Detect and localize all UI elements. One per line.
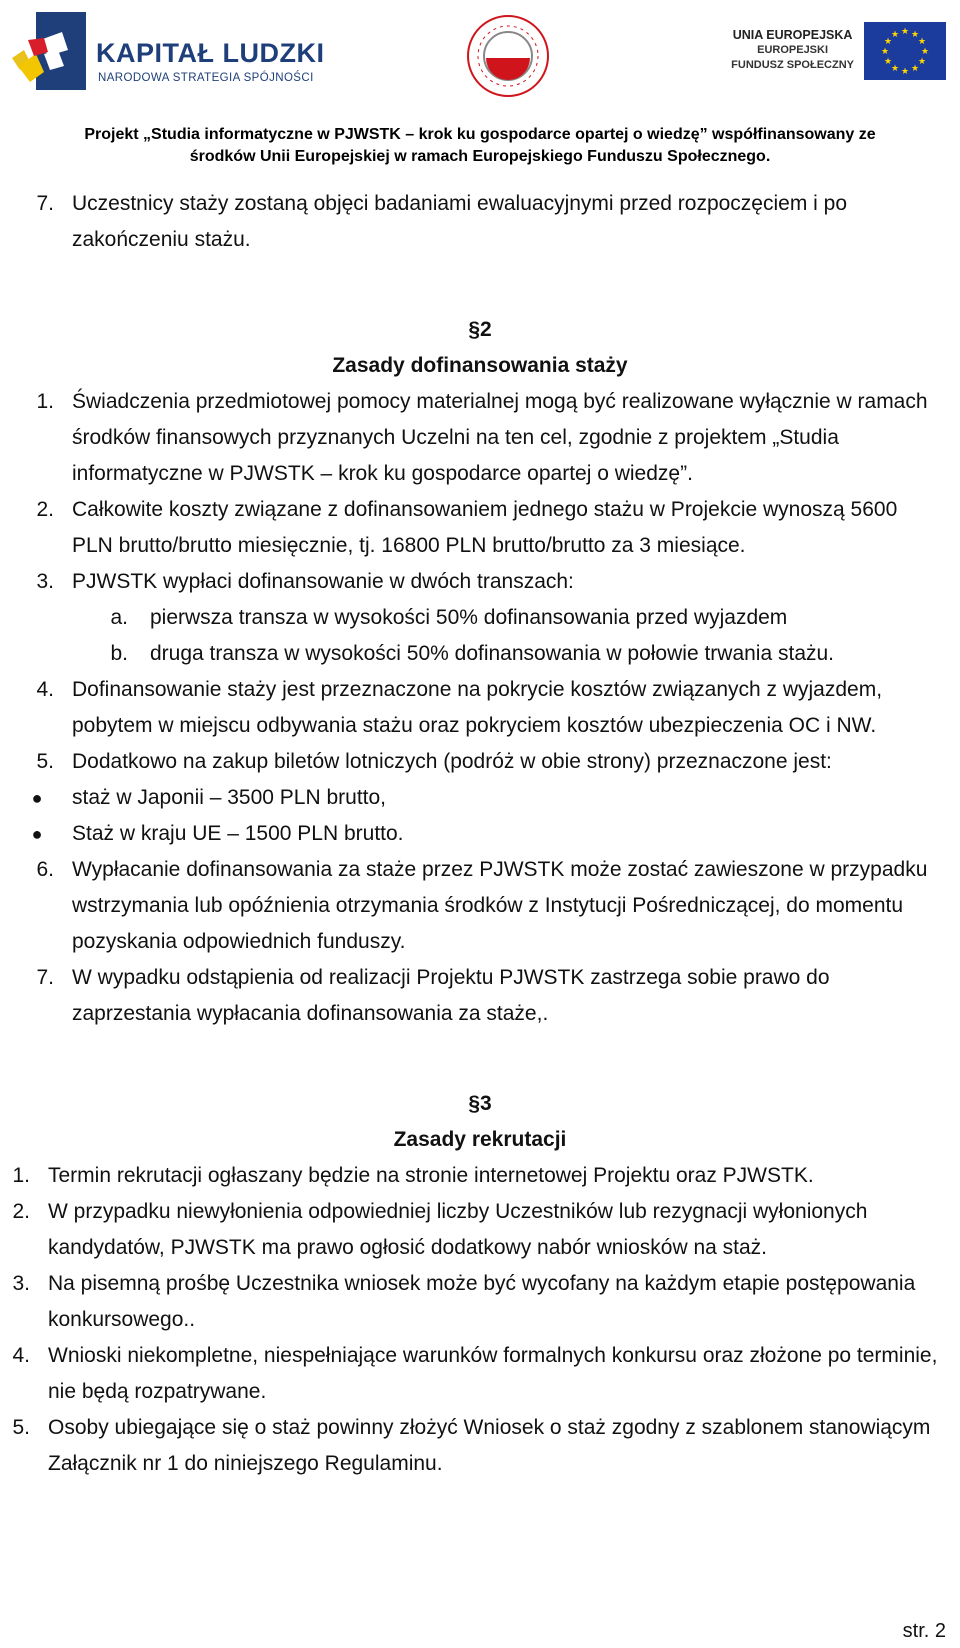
list-number: 3. (36, 570, 54, 593)
bullet-item (0, 780, 960, 816)
svg-text:★: ★ (910, 30, 920, 40)
bullet-dot-icon: ● (31, 824, 43, 844)
eu-line-2: EUROPEJSKI (757, 44, 829, 56)
list-item (0, 1194, 960, 1266)
section-3-title: Zasady rekrutacji (393, 1128, 567, 1151)
list-text: PJWSTK wypłaci dofinansowanie w dwóch transzach: (72, 570, 574, 593)
kapital-ludzki-title: KAPITAŁ LUDZKI (96, 38, 325, 68)
section-3-sign: §3 (468, 1092, 492, 1115)
list-item (0, 960, 960, 1032)
section-2-title: Zasady dofinansowania staży (332, 354, 628, 377)
list-text: W wypadku odstąpienia od realizacji Projektu PJWSTK zastrzega sobie prawo do zaprzestania wypłacania dofinansowania za staże,. (72, 966, 830, 1025)
list-item (0, 1338, 960, 1410)
bullet-text: Staż w kraju UE – 1500 PLN brutto. (72, 822, 404, 845)
list-item (0, 1410, 960, 1482)
list-number: 7. (36, 192, 54, 215)
list-text: Wnioski niekompletne, niespełniające warunków formalnych konkursu oraz złożone po terminie, nie będą rozpatrywane. (48, 1344, 938, 1403)
bullet-item (0, 816, 960, 852)
spacer (0, 1032, 960, 1068)
list-text: Termin rekrutacji ogłaszany będzie na stronie internetowej Projektu oraz PJWSTK. (48, 1164, 814, 1187)
svg-text:★: ★ (917, 57, 927, 67)
project-line-1: Projekt „Studia informatyczne w PJWSTK – krok ku gospodarce opartej o wiedzę” współfinansowany ze (84, 126, 876, 143)
sub-list-item (0, 600, 960, 636)
list-text: Całkowite koszty związane z dofinansowaniem jednego stażu w Projekcie wynoszą 5600 PLN brutto/brutto miesięcznie, tj. 16800 PLN brutto/brutto za 3 miesiące. (72, 498, 898, 557)
spacer (0, 1068, 960, 1086)
eu-flag-icon (864, 22, 946, 80)
project-statement (0, 124, 960, 168)
spacer (0, 294, 960, 312)
svg-text:★: ★ (890, 64, 900, 74)
project-line-2: środków Unii Europejskiej w ramach Europejskiego Funduszu Społecznego. (189, 148, 771, 165)
page-number: str. 2 (902, 1620, 946, 1642)
list-number: 2. (12, 1200, 30, 1223)
document-body (0, 186, 960, 1482)
eu-text-block (731, 28, 854, 73)
kapital-ludzki-logo (10, 10, 330, 96)
list-text: Świadczenia przedmiotowej pomocy materialnej mogą być realizowane wyłącznie w ramach środków finansowych przyznanych Uczelni na ten cel, zgodnie z projektem „Studia informatyczne w PJWSTK – krok ku gospodarce opartej o wiedzę”. (72, 390, 928, 485)
list-item (0, 186, 960, 258)
bullet-text: staż w Japonii – 3500 PLN brutto, (72, 786, 387, 809)
list-number: 6. (36, 858, 54, 881)
list-item (0, 1266, 960, 1338)
list-text: Dodatkowo na zakup biletów lotniczych (podróż w obie strony) przeznaczone jest: (72, 750, 832, 773)
list-number: 2. (36, 498, 54, 521)
sub-list-text: druga transza w wysokości 50% dofinansowania w połowie trwania stażu. (150, 642, 835, 665)
eu-line-3: FUNDUSZ SPOŁECZNY (731, 59, 854, 71)
list-text: Wypłacanie dofinansowania za staże przez PJWSTK może zostać zawieszone w przypadku wstrzymania lub opóźnienia otrzymania środków z Instytucji Pośredniczącej, do momentu pozyskania odpowiednich funduszy. (72, 858, 928, 953)
list-number: 3. (12, 1272, 30, 1295)
list-text: W przypadku niewyłonienia odpowiedniej liczby Uczestników lub rezygnacji wyłonionych kandydatów, PJWSTK ma prawo ogłosić dodatkowy nabór wniosków na staż. (48, 1200, 868, 1259)
page-header (0, 0, 960, 110)
list-item (0, 564, 960, 600)
svg-text:★: ★ (910, 64, 920, 74)
svg-text:★: ★ (883, 57, 893, 67)
list-text: Uczestnicy staży zostaną objęci badaniami ewaluacyjnymi przed rozpoczęciem i po zakończeniu stażu. (72, 192, 848, 251)
eu-efs-logo (731, 22, 946, 84)
spacer (0, 258, 960, 294)
list-item (0, 744, 960, 780)
sub-list-letter: b. (110, 642, 128, 665)
list-text: Dofinansowanie staży jest przeznaczone na pokrycie kosztów związanych z wyjazdem, pobytem w miejscu odbywania stażu oraz pokryciem kosztów ubezpieczenia OC i NW. (72, 678, 883, 737)
list-number: 4. (12, 1344, 30, 1367)
list-number: 1. (36, 390, 54, 413)
sub-list-text: pierwsza transza w wysokości 50% dofinansowania przed wyjazdem (150, 606, 788, 629)
svg-text:★: ★ (890, 30, 900, 40)
pjwstk-seal-icon (466, 14, 550, 98)
kapital-ludzki-mark-icon (10, 10, 90, 96)
svg-text:★: ★ (917, 37, 927, 47)
eu-line-1: UNIA EUROPEJSKA (732, 28, 853, 42)
list-item (0, 852, 960, 960)
list-item (0, 1158, 960, 1194)
list-item (0, 384, 960, 492)
sub-list-letter: a. (110, 606, 128, 629)
list-number: 1. (12, 1164, 30, 1187)
svg-text:★: ★ (900, 27, 910, 37)
svg-text:★: ★ (900, 67, 910, 77)
svg-text:★: ★ (880, 47, 890, 57)
list-number: 5. (12, 1416, 30, 1439)
list-item (0, 492, 960, 564)
sub-list-item (0, 636, 960, 672)
svg-text:★: ★ (920, 47, 930, 57)
kapital-ludzki-subtitle: NARODOWA STRATEGIA SPÓJNOŚCI (98, 72, 314, 84)
bullet-dot-icon: ● (31, 788, 43, 808)
list-number: 5. (36, 750, 54, 773)
svg-text:★: ★ (883, 37, 893, 47)
list-text: Osoby ubiegające się o staż powinny złożyć Wniosek o staż zgodny z szablonem stanowiącym Załącznik nr 1 do niniejszego Regulaminu. (48, 1416, 931, 1475)
list-number: 4. (36, 678, 54, 701)
section-2-sign: §2 (468, 318, 492, 341)
list-text: Na pisemną prośbę Uczestnika wniosek może być wycofany na każdym etapie postępowania konkursowego.. (48, 1272, 916, 1331)
list-item (0, 672, 960, 744)
list-number: 7. (36, 966, 54, 989)
